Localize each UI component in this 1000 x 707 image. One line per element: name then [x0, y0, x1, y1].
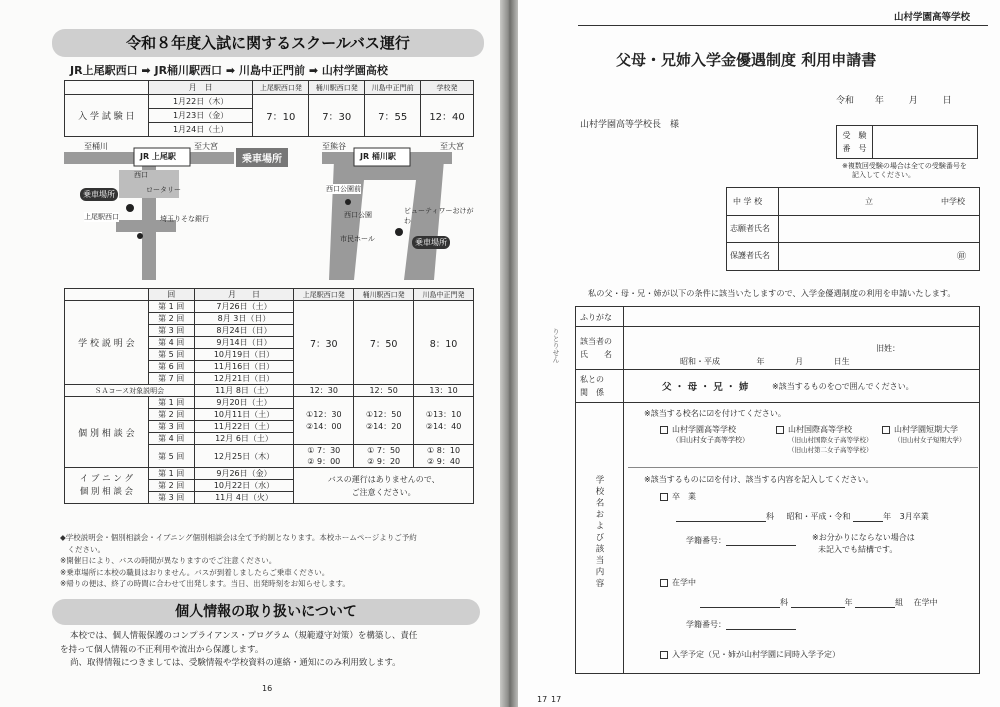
setsumei-date: 9月14日（日） [194, 337, 294, 349]
checkbox-icon[interactable] [660, 493, 668, 501]
school-sub: （旧山村女子短期大学） [894, 436, 966, 444]
checkbox-icon[interactable] [776, 426, 784, 434]
exam-number-input[interactable] [874, 126, 977, 158]
guardian-name-input[interactable] [781, 244, 951, 268]
setsumei-time-kawajima: 8：10 [414, 301, 474, 385]
bus-note: ◆学校説明会・個別相談会・イブニング個別相談会は全て予約制となります。本校ホームページよりご予約 [60, 533, 417, 542]
exam-date-3: 1月24日（土） [148, 123, 253, 137]
enrolled-kumi: 組 [895, 598, 904, 607]
checkbox-icon[interactable] [660, 426, 668, 434]
enrolled-nen: 年 [844, 598, 853, 607]
setsumei-date: 8月24日（日） [194, 325, 294, 337]
exam-label: 入 学 試 験 日 [65, 95, 149, 137]
sa-time-ageo: 12：30 [294, 385, 354, 397]
kobetsu-kai: 第 1 回 [148, 397, 194, 409]
map-rotary: ロータリー [146, 186, 181, 194]
kobetsu-date: 11月22日（土） [194, 421, 294, 433]
school-name: 山村学園短期大学 [894, 425, 958, 434]
sched-header-ageo: 上尾駅西口発 [294, 289, 354, 301]
applicant-name-label: 志願者氏名 [730, 224, 770, 233]
graduate-dept-input[interactable] [676, 512, 766, 522]
kobetsu-date: 10月11日（土） [194, 409, 294, 421]
evening-note-1: バスの運行はありませんので、 [327, 474, 440, 484]
school-name: 山村学園高等学校 [672, 425, 736, 434]
map-park: 西口公園前 [326, 185, 361, 193]
kobetsu-time-okegawa-2: ②14：20 [365, 421, 402, 431]
enrolled-class-input[interactable] [855, 598, 895, 608]
kobetsu-time-okegawa-1: ①12：50 [365, 409, 402, 419]
school-check-note: ※該当する校名に☑を付けてください。 [644, 409, 786, 418]
relation-note: ※該当するものを○で囲んでください。 [772, 382, 914, 391]
setsumei-kai: 第 1 回 [148, 301, 194, 313]
exam-time-kawajima: 7：55 [365, 95, 421, 137]
date-month: 月 [908, 96, 918, 106]
birth-day: 日生 [833, 357, 850, 366]
school-sub: （旧山村女子高等学校） [672, 436, 749, 444]
kobetsu-time-ageo-2: ②14：00 [306, 421, 342, 431]
furigana-input[interactable] [626, 308, 976, 325]
arrow-icon: ➡ [308, 64, 319, 77]
sa-time-kawajima: 13：10 [414, 385, 474, 397]
exam-header-okegawa: 桶川駅西口発 [309, 81, 365, 95]
exam-date-2: 1月23日（金） [148, 109, 253, 123]
setsumei-date: 12月21日（日） [194, 373, 294, 385]
bus-note: ※帰りの便は、終了の時間に合わせて出発します。当日、出発時刻をお知らせします。 [60, 579, 350, 588]
map-boarding-title: 乗車場所 [236, 148, 288, 167]
evening-kai: 第 2 回 [148, 480, 194, 492]
school-header-text: 山村学園高等学校 [894, 12, 971, 23]
evening-date: 9月26日（金） [194, 468, 294, 480]
school-sub-2: （旧山村第二女子高等学校） [788, 446, 873, 454]
edge-page-number: 17 [537, 695, 548, 704]
sa-date: 11月 8日（土） [194, 385, 294, 397]
relation-label: 関 係 [580, 388, 604, 397]
content-note: ※該当するものに☑を付け、該当する内容を記入してください。 [644, 475, 874, 484]
exam-time-okegawa: 7：30 [309, 95, 365, 137]
kobetsu-kai: 第 3 回 [148, 421, 194, 433]
setsumei-time-ageo: 7：30 [294, 301, 354, 385]
relation-options[interactable]: 父 ・ 母 ・ 兄 ・ 姉 [662, 382, 749, 393]
evening-note-2: ご注意ください。 [351, 487, 416, 497]
privacy-title-banner [52, 599, 480, 625]
furigana-label: ふりがな [580, 313, 612, 322]
bus-note: ※開催日により、バスの時間が異なりますのでご注意ください。 [60, 556, 277, 565]
exam-date-1: 1月22日（木） [148, 95, 253, 109]
header-rule [578, 25, 988, 26]
person-label: 該当者の [580, 337, 612, 346]
evening-date: 10月22日（水） [194, 480, 294, 492]
map-nishiguchi: 西口 [134, 171, 148, 179]
evening-date: 11月 4日（火） [194, 492, 294, 504]
map-okegawa-station: JR 桶川駅 [360, 152, 396, 161]
route-stop-4: 山村学園高校 [321, 64, 388, 77]
route-line [70, 62, 490, 78]
person-label: 氏 名 [580, 350, 612, 359]
setsumei-date: 10月19日（日） [194, 349, 294, 361]
setsumei-label: 学 校 説 明 会 [65, 301, 149, 385]
school-section-label: 学校名および該当内容 [594, 475, 604, 590]
graduate-id-label: 学籍番号： [686, 536, 726, 545]
bus-note: ください。 [60, 544, 105, 554]
sched-header-kawajima: 川島中正門発 [414, 289, 474, 301]
jhs-ritsu: 立 [865, 197, 873, 206]
exam-header-kawajima: 川島中正門前 [365, 81, 421, 95]
school-option-1[interactable] [660, 425, 749, 445]
school-header [894, 9, 970, 23]
exam-header-ageo: 上尾駅西口発 [253, 81, 309, 95]
applicant-box [726, 187, 980, 271]
school-option-2[interactable] [776, 425, 873, 455]
evening-label-1: イ ブ ニ ン グ [79, 473, 134, 484]
enrolled-id-input[interactable] [726, 620, 796, 630]
sched-header-okegawa: 桶川駅西口発 [354, 289, 414, 301]
planned-option[interactable] [660, 649, 840, 660]
sa-label: ＳＡコース対象説明会 [65, 385, 195, 397]
graduate-id-input[interactable] [726, 536, 796, 546]
sched-header-date: 月 日 [194, 289, 294, 301]
date-line [836, 93, 986, 106]
setsumei-time-okegawa: 7：50 [354, 301, 414, 385]
map-boarding-1: 乗車場所 [80, 188, 118, 201]
jhs-label: 中 学 校 [733, 197, 763, 206]
checkbox-icon[interactable] [882, 426, 890, 434]
cut-line-label: りとりせん [552, 328, 560, 363]
book-gutter [500, 0, 518, 707]
kobetsu-5-time-okegawa: ① 7：50 ② 9：20 [354, 445, 414, 468]
checkbox-icon[interactable] [660, 651, 668, 659]
graduate-ka: 科 [766, 512, 774, 521]
school-name: 山村国際高等学校 [788, 425, 852, 434]
sched-header-kai: 回 [148, 289, 194, 301]
graduate-nen: 年 [883, 512, 892, 521]
map-boarding-2: 乗車場所 [412, 236, 450, 249]
graduate-option[interactable] [660, 491, 696, 502]
route-stop-1: JR上尾駅西口 [70, 64, 138, 77]
kobetsu-5-time-ageo: ① 7：30 ② 9：00 [294, 445, 354, 468]
page-number-left: 16 [262, 684, 273, 693]
graduate-grad: 3月卒業 [899, 512, 929, 521]
setsumei-date: 8月 3日（日） [194, 313, 294, 325]
setsumei-kai: 第 6 回 [148, 361, 194, 373]
form-title-text: 父母・兄姉入学金優遇制度 利用申請書 [616, 51, 877, 69]
kobetsu-label: 個 別 相 談 会 [65, 397, 149, 468]
kobetsu-kai: 第 5 回 [148, 445, 194, 468]
map-to-okegawa: 至桶川 [84, 142, 108, 151]
setsumei-kai: 第 7 回 [148, 373, 194, 385]
kobetsu-kai: 第 4 回 [148, 433, 194, 445]
jhs-input[interactable] [781, 190, 931, 213]
addressee: 山村学園高等学校長 様 [580, 120, 680, 130]
bus-note: ※乗車場所に本校の職員はおりません。バスが到着しましたらご乗車ください。 [60, 567, 330, 577]
unknown-note: 未記入でも結構です。 [818, 545, 898, 554]
exam-number-note: 記入してください。 [852, 171, 915, 179]
form-title [616, 49, 876, 70]
graduate-year-input[interactable] [853, 512, 883, 522]
exam-number-box [836, 125, 978, 159]
enrolled-option[interactable] [660, 577, 696, 588]
privacy-line: を持って個人情報の不正利用や流出から保護します。 [60, 644, 264, 655]
bus-title: 令和８年度入試に関するスクールバス運行 [126, 34, 410, 52]
enrolled-label: 在学中 [672, 578, 696, 587]
setsumei-date: 7月26日（土） [194, 301, 294, 313]
route-stop-3: 川島中正門前 [238, 64, 305, 77]
map-to-kumagaya: 至熊谷 [322, 142, 346, 151]
enrolled-year-input[interactable] [791, 598, 845, 608]
school-option-3[interactable] [882, 425, 966, 445]
enrolled-id-label: 学籍番号： [686, 620, 726, 629]
evening-kai: 第 1 回 [148, 468, 194, 480]
arrow-icon: ➡ [225, 64, 236, 77]
kobetsu-time-ageo-1: ①12：30 [306, 409, 342, 419]
kobetsu-time-kawajima-1: ①13：10 [425, 409, 462, 419]
enrolled-dept-input[interactable] [700, 598, 780, 608]
exam-header-school: 学校発 [421, 81, 474, 95]
page-number-right: 17 [551, 695, 562, 704]
bus-title-banner [52, 29, 484, 57]
planned-note: （兄・姉が山村学園に同時入学予定） [704, 650, 840, 659]
exam-time-school: 12：40 [421, 95, 474, 137]
exam-header-date: 月 日 [148, 81, 253, 95]
privacy-text [60, 630, 480, 671]
exam-number-label: 番 号 [842, 144, 867, 153]
date-day: 日 [942, 96, 952, 106]
route-stop-2: JR桶川駅西口 [154, 64, 223, 77]
applicant-name-input[interactable] [781, 217, 977, 240]
main-form-box [575, 306, 980, 674]
schedule-table [64, 288, 474, 504]
kobetsu-5-time-kawajima: ① 8：10 ② 9：40 [414, 445, 474, 468]
right-page [518, 0, 1000, 707]
map-to-omiya-2: 至大宮 [440, 142, 464, 151]
sa-time-okegawa: 12：50 [354, 385, 414, 397]
checkbox-icon[interactable] [660, 579, 668, 587]
exam-time-ageo: 7：10 [253, 95, 309, 137]
exam-number-note: ※複数回受験の場合は全ての受験番号を [842, 162, 967, 170]
kobetsu-date: 12月25日（木） [194, 445, 294, 468]
bus-notes [60, 532, 480, 590]
relation-label: 私との [580, 375, 604, 384]
graduate-era: 昭和・平成・令和 [786, 512, 851, 521]
exam-number-label: 受 験 [842, 131, 867, 140]
date-year: 年 [874, 96, 884, 106]
setsumei-date: 11月16日（日） [194, 361, 294, 373]
map-hall: 市民ホール [340, 235, 375, 243]
planned-label: 入学予定 [672, 650, 704, 659]
map-bank: 埼玉りそな銀行 [160, 215, 209, 223]
seal-mark: ㊞ [957, 252, 967, 262]
privacy-line: 本校では、個人情報保護のコンプライアンス・プログラム（規範遵守対策）を構築し、責任 [70, 631, 418, 641]
jhs-suffix: 中学校 [941, 197, 965, 206]
map-ageo-station: JR 上尾駅 [140, 152, 176, 161]
map-ageo-west-exit: 上尾駅西口 [84, 213, 119, 221]
boarding-map [64, 140, 474, 280]
date-era: 令和 [836, 96, 855, 106]
map-to-omiya: 至大宮 [194, 142, 218, 151]
enrolled-zaigaku: 在学中 [913, 598, 938, 607]
privacy-title: 個人情報の取り扱いについて [175, 604, 357, 620]
kobetsu-date: 9月20日（土） [194, 397, 294, 409]
setsumei-kai: 第 2 回 [148, 313, 194, 325]
kobetsu-kai: 第 2 回 [148, 409, 194, 421]
privacy-line: 尚、取得情報につきましては、受験情報や学校資料の連絡・通知にのみ利用致します。 [70, 658, 401, 668]
unknown-note: ※お分かりにならない場合は [812, 533, 915, 542]
graduate-label: 卒 業 [672, 492, 696, 501]
birth-month: 月 [795, 357, 804, 366]
setsumei-kai: 第 3 回 [148, 325, 194, 337]
setsumei-kai: 第 4 回 [148, 337, 194, 349]
arrow-icon: ➡ [141, 64, 151, 77]
maiden-name-label: 旧姓： [876, 344, 900, 353]
enrolled-ka: 科 [780, 598, 788, 607]
exam-day-table [64, 80, 474, 137]
birth-era: 昭和・平成 [680, 357, 720, 366]
guardian-name-label: 保護者氏名 [730, 251, 770, 260]
intro-text: 私の父・母・兄・姉が以下の条件に該当いたしますので、入学金優遇制度の利用を申請いたします。 [588, 288, 956, 298]
kobetsu-time-kawajima-2: ②14：40 [425, 421, 462, 431]
birth-year: 年 [756, 357, 765, 366]
person-name-input[interactable] [626, 328, 886, 348]
evening-kai: 第 3 回 [148, 492, 194, 504]
school-sub: （旧山村国際女子高等学校） [788, 436, 873, 444]
map-west-park: 西口公園 [344, 211, 372, 219]
map-beauty: ビューティワーおけがわ [404, 207, 474, 225]
evening-label-2: 個 別 相 談 会 [79, 486, 134, 497]
setsumei-kai: 第 5 回 [148, 349, 194, 361]
kobetsu-date: 12月 6日（土） [194, 433, 294, 445]
